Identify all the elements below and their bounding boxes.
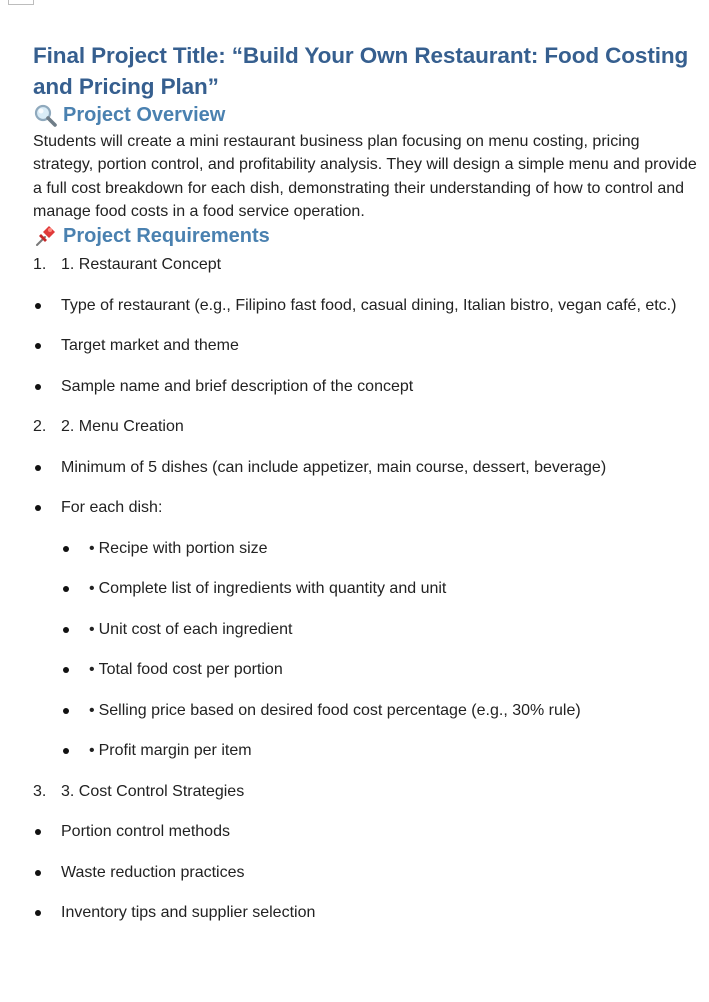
list-item-text: Inventory tips and supplier selection bbox=[61, 904, 316, 922]
list-item-text: Type of restaurant (e.g., Filipino fast food, casual dining, Italian bistro, vegan café, etc.) bbox=[61, 296, 677, 314]
magnifying-glass-icon bbox=[33, 103, 59, 127]
bullet-dot bbox=[35, 505, 41, 511]
list-item bbox=[33, 901, 699, 925]
inline-bullet: • bbox=[89, 539, 95, 557]
overview-heading bbox=[33, 102, 699, 128]
list-item bbox=[33, 861, 699, 885]
list-item-number bbox=[33, 780, 699, 804]
sub-list-item-text: Recipe with portion size bbox=[98, 539, 268, 557]
overview-paragraph: Students will create a mini restaurant business plan focusing on menu costing, pricing strategy, portion control, and profitability analysis. They will design a simple menu and provide a full cost breakdown for each dish, demonstrating their understanding of how to control and manage food costs in a food service operation. bbox=[33, 133, 697, 220]
sub-list-item bbox=[33, 699, 699, 723]
list-item-text: For each dish: bbox=[61, 499, 163, 517]
list-item bbox=[33, 294, 699, 318]
sub-list-item bbox=[33, 577, 699, 601]
bullet-dot bbox=[63, 586, 69, 592]
page-corner-mark bbox=[8, 0, 34, 5]
inline-bullet: • bbox=[89, 742, 95, 760]
sub-list-item-text: Profit margin per item bbox=[98, 742, 252, 760]
inline-bullet: • bbox=[89, 580, 95, 598]
sub-list-item-text: Unit cost of each ingredient bbox=[98, 620, 293, 638]
bullet-dot bbox=[35, 910, 41, 916]
bullet-dot bbox=[63, 627, 69, 633]
bullet-dot bbox=[35, 303, 41, 309]
sub-list-item bbox=[33, 537, 699, 561]
sub-list-item bbox=[33, 658, 699, 682]
bullet-dot bbox=[63, 708, 69, 714]
list-item-text: Minimum of 5 dishes (can include appetizer, main course, dessert, beverage) bbox=[61, 458, 607, 476]
bullet-dot bbox=[35, 343, 41, 349]
list-item bbox=[33, 456, 699, 480]
section-label: 3. Cost Control Strategies bbox=[61, 782, 245, 800]
list-number: 2. bbox=[33, 418, 47, 436]
requirements-list bbox=[33, 253, 699, 925]
list-item bbox=[33, 820, 699, 844]
document-body bbox=[33, 40, 699, 925]
bullet-dot bbox=[63, 546, 69, 552]
list-item-text: Target market and theme bbox=[61, 337, 239, 355]
list-item-text: Waste reduction practices bbox=[61, 863, 245, 881]
bullet-dot bbox=[35, 870, 41, 876]
bullet-dot bbox=[35, 465, 41, 471]
overview-heading-text: Project Overview bbox=[63, 104, 226, 126]
list-item-text: Sample name and brief description of the concept bbox=[61, 377, 414, 395]
sub-list-item-text: Selling price based on desired food cost percentage (e.g., 30% rule) bbox=[98, 701, 581, 719]
list-item-number bbox=[33, 253, 699, 277]
sub-list-item-text: Total food cost per portion bbox=[98, 661, 283, 679]
requirements-heading-text: Project Requirements bbox=[63, 225, 270, 248]
section-label: 2. Menu Creation bbox=[61, 418, 184, 436]
bullet-dot bbox=[63, 667, 69, 673]
list-number: 3. bbox=[33, 782, 47, 800]
list-item-number bbox=[33, 415, 699, 439]
requirements-heading bbox=[33, 223, 699, 249]
bullet-dot bbox=[35, 829, 41, 835]
pushpin-icon bbox=[33, 224, 59, 248]
list-item bbox=[33, 496, 699, 520]
sub-list-item bbox=[33, 618, 699, 642]
inline-bullet: • bbox=[89, 620, 95, 638]
inline-bullet: • bbox=[89, 661, 95, 679]
page-title: Final Project Title: “Build Your Own Restaurant: Food Costing and Pricing Plan” bbox=[33, 43, 689, 99]
list-item bbox=[33, 375, 699, 399]
sub-list-item-text: Complete list of ingredients with quantity and unit bbox=[98, 580, 447, 598]
bullet-dot bbox=[63, 748, 69, 754]
inline-bullet: • bbox=[89, 701, 95, 719]
bullet-dot bbox=[35, 384, 41, 390]
section-label: 1. Restaurant Concept bbox=[61, 256, 222, 274]
list-item bbox=[33, 334, 699, 358]
sub-list-item bbox=[33, 739, 699, 763]
list-number: 1. bbox=[33, 256, 47, 274]
list-item-text: Portion control methods bbox=[61, 823, 230, 841]
